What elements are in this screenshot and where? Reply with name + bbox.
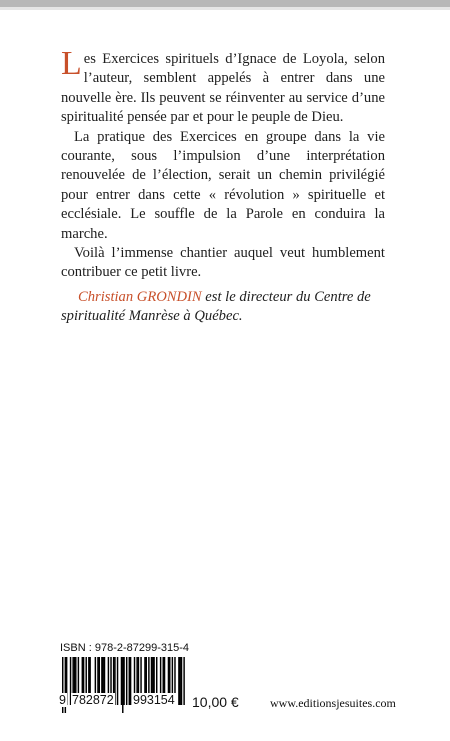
blurb-paragraph-1 [61, 45, 385, 128]
blurb-paragraph-2: La pratique des Exercices en groupe dans la vie courante, sous l’impulsion d’une interprétation renouvelée de l’élection, serait un chemin privilégié pour entrer dans cette « révolution » spirituelle et ecclésiale. Le souffle de la Parole en conduira la marche. [61, 128, 385, 242]
author-bio [61, 288, 385, 327]
publisher-website: www.editionsjesuites.com [270, 696, 396, 710]
barcode-digits-left: 782872 [72, 693, 114, 707]
price: 10,00 € [192, 694, 239, 710]
author-bio-text: est le directeur du Centre de spiritualité Manrèse à Québec. [61, 289, 371, 325]
top-edge-band [0, 0, 450, 10]
barcode-digits-right: 993154 [133, 693, 175, 707]
blurb-text [61, 45, 385, 283]
barcode-digit-first: 9 [59, 693, 66, 707]
author-name: Christian GRONDIN [78, 289, 202, 305]
blurb-paragraph-1-text: es Exercices spirituels d’Ignace de Loyola, selon l’auteur, semblent appelés à entrer dans une nouvelle ère. Ils peuvent se réinventer au service d’une spiritualité pensée par et pour le peuple de Dieu. [61, 51, 385, 126]
drop-cap-letter: L [61, 45, 82, 82]
isbn-label: ISBN : 978-2-87299-315-4 [60, 642, 190, 654]
barcode-digits [58, 693, 190, 713]
blurb-paragraph-3: Voilà l’immense chantier auquel veut humblement contribuer ce petit livre. [61, 245, 385, 281]
